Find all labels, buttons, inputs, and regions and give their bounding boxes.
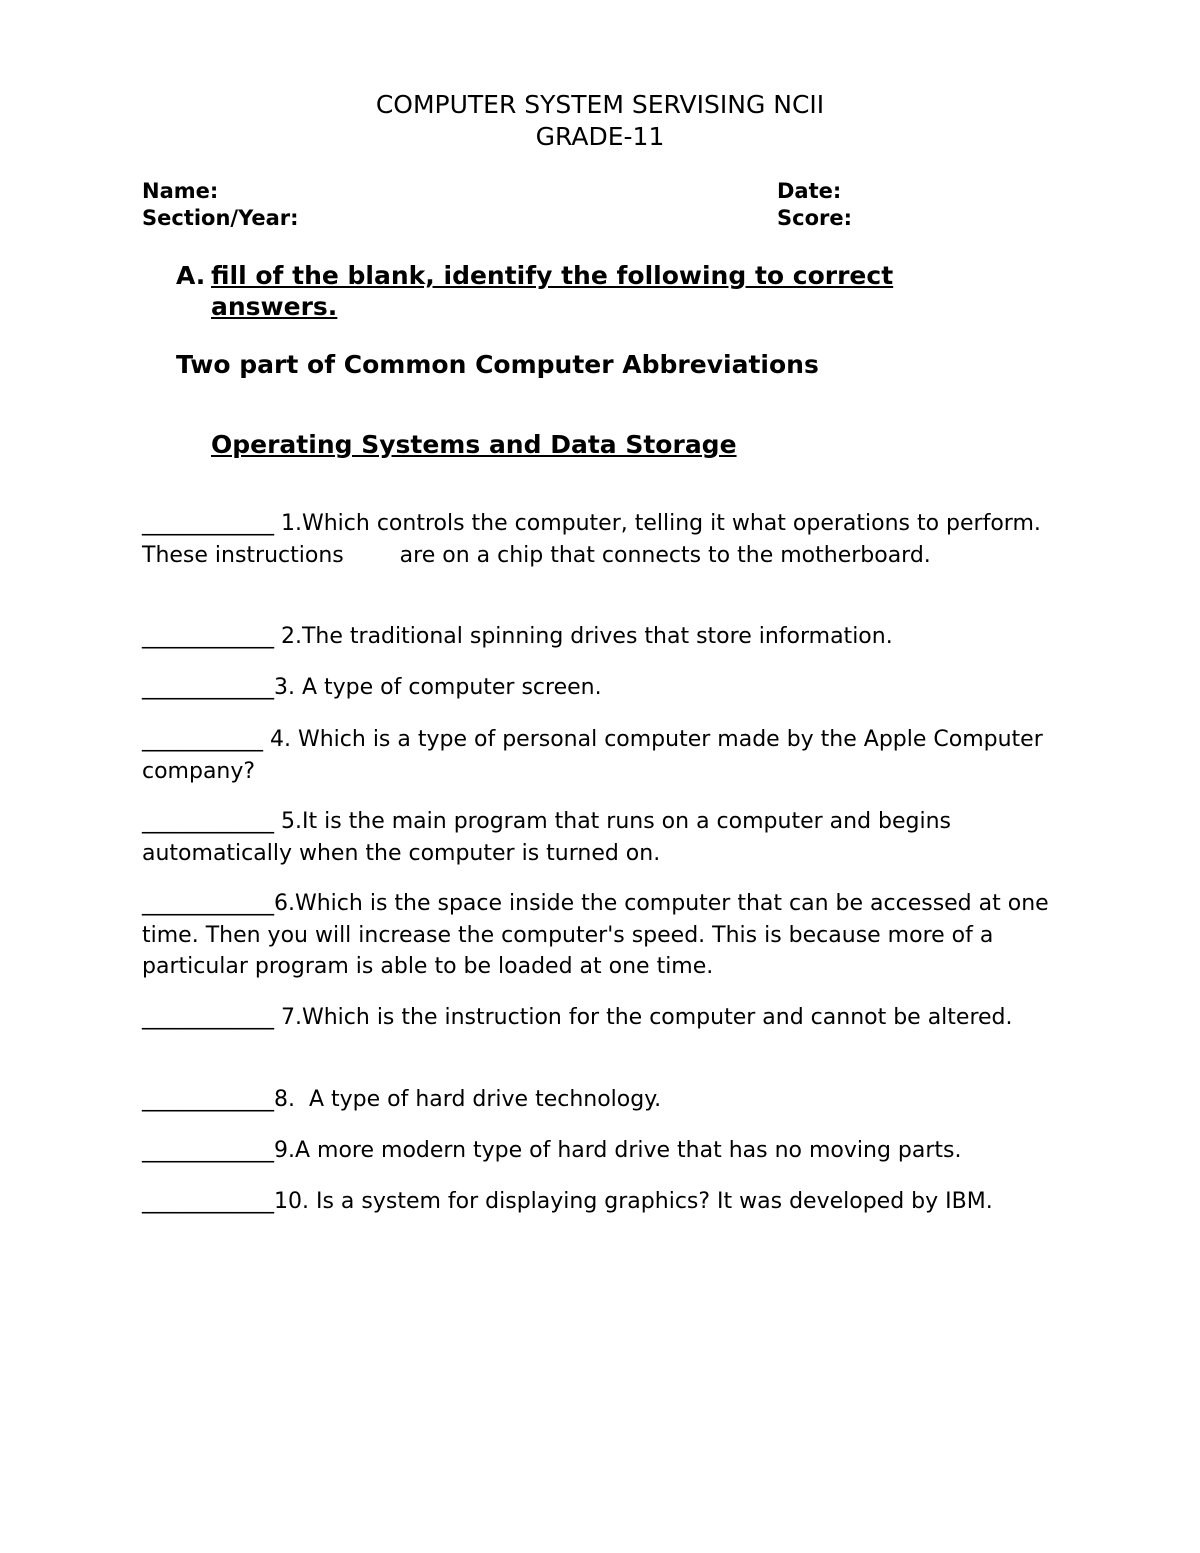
question-2: ____________ 2.The traditional spinning drives that store information.	[142, 624, 893, 649]
score-label: Score:	[777, 206, 852, 230]
question-7: ____________ 7.Which is the instruction for the computer and cannot be altered.	[142, 1005, 1013, 1030]
question-5: ____________ 5.It is the main program that runs on a computer and begins automatically when the computer is turned on.	[142, 809, 959, 866]
grade-level: GRADE-11	[535, 122, 665, 151]
section-instruction: fill of the blank, identify the following to correct answers.	[211, 261, 894, 321]
name-label: Name:	[142, 179, 219, 203]
question-4: ___________ 4. Which is a type of personal computer made by the Apple Computer company?	[142, 727, 1050, 784]
question-10: ____________10. Is a system for displaying graphics? It was developed by IBM.	[142, 1189, 993, 1214]
section-letter: A.	[176, 261, 206, 290]
question-6: ____________6.Which is the space inside the computer that can be accessed at one time. Then you will increase the computer's speed. This is because more of a particular program is able to be loaded at one time.	[142, 891, 1056, 979]
section-subheading: Two part of Common Computer Abbreviations	[176, 350, 819, 379]
topic-heading: Operating Systems and Data Storage	[211, 430, 737, 459]
page-title: COMPUTER SYSTEM SERVISING NCII	[375, 90, 825, 119]
question-3: ____________3. A type of computer screen.	[142, 675, 602, 700]
question-9: ____________9.A more modern type of hard drive that has no moving parts.	[142, 1138, 962, 1163]
date-label: Date:	[777, 179, 842, 203]
question-1: ____________ 1.Which controls the computer, telling it what operations to perform. These instructions are on a chip that connects to the motherboard.	[142, 511, 1048, 568]
question-8: ____________8. A type of hard drive technology.	[142, 1087, 662, 1112]
section-year-label: Section/Year:	[142, 206, 299, 230]
